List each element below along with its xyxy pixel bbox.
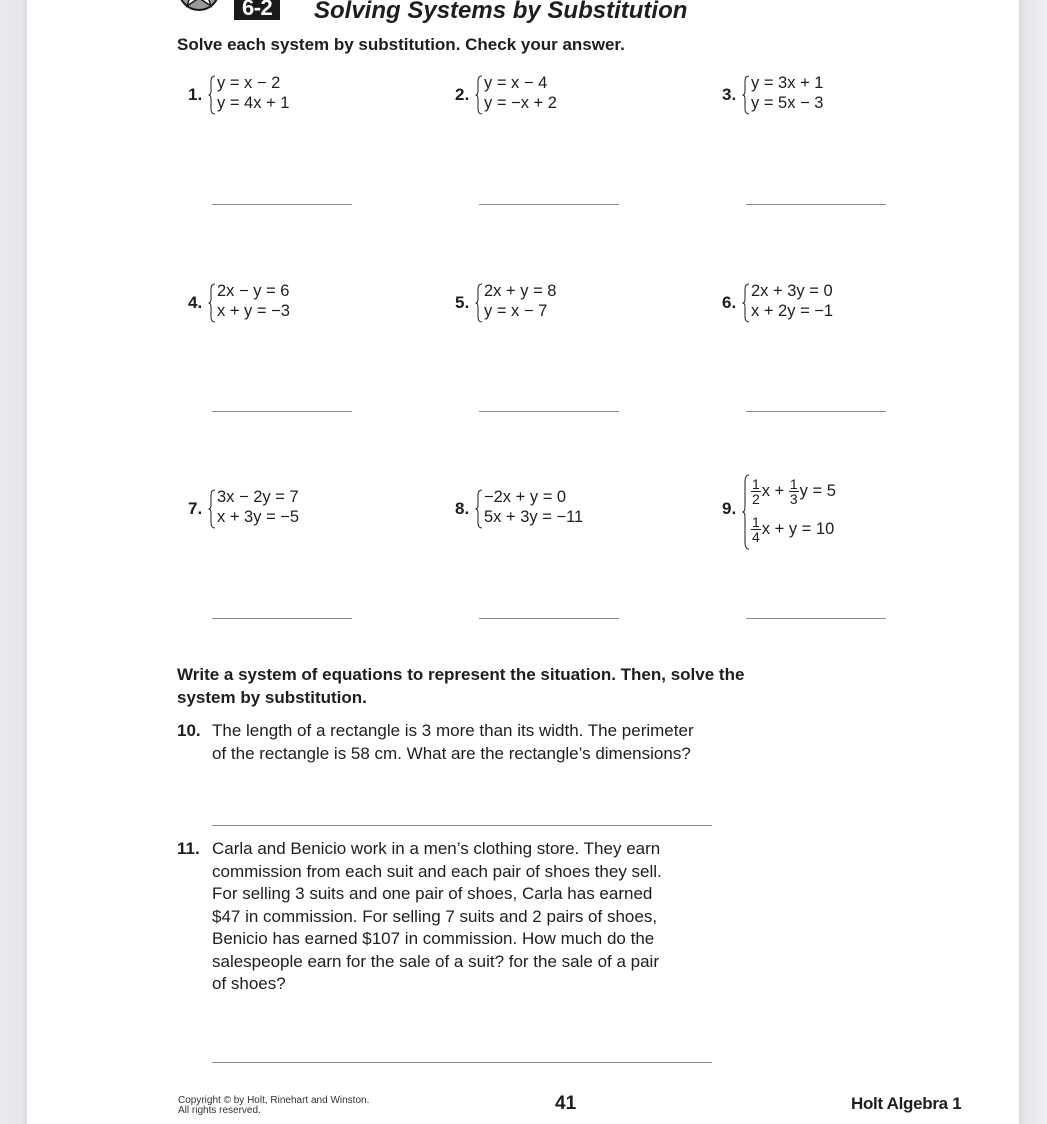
answer-line-7[interactable] [212, 618, 352, 619]
equation-2: x + y = −3 [217, 302, 290, 320]
problem-1 [188, 73, 388, 121]
worksheet-page [27, 0, 1019, 1124]
equation-2: y = 5x − 3 [751, 94, 824, 112]
answer-line-1[interactable] [212, 204, 352, 205]
fraction: $\frac{1}{4}$ [752, 513, 760, 545]
equation-1: y = x − 2 [217, 74, 281, 92]
section-instructions: Write a system of equations to represent the situation. Then, solve the system by substitution. [177, 665, 745, 707]
brace-icon [742, 283, 750, 323]
equation-system [217, 281, 290, 321]
brace-icon [475, 75, 483, 115]
page-number: 41 [555, 1093, 577, 1114]
background-right-scrollbar [1019, 0, 1047, 1124]
equation-1: 3x − 2y = 7 [217, 488, 299, 506]
equation-system [751, 472, 836, 548]
problem-number: 5. [455, 293, 470, 312]
equation-2: y = x − 7 [484, 302, 548, 320]
problem-text-line: of shoes? [212, 974, 286, 993]
equation-system [217, 487, 299, 527]
fraction: $\frac{1}{3}$ [789, 475, 798, 507]
answer-line-10[interactable] [212, 825, 712, 826]
problem-text-line: Carla and Benicio work in a men’s clothing store. They earn [212, 839, 661, 858]
problem-9 [722, 472, 922, 548]
problem-number: 2. [455, 85, 470, 104]
equation-2: x + 3y = −5 [217, 508, 300, 526]
problem-text-line: Benicio has earned $107 in commission. How much do the [212, 929, 655, 948]
answer-line-8[interactable] [479, 618, 619, 619]
problem-number: 11. [177, 839, 200, 858]
equation-system [751, 281, 833, 321]
problem-text-line: salespeople earn for the sale of a suit? for the sale of a pair [212, 951, 659, 971]
problem-number: 7. [188, 499, 203, 518]
copyright-notice: Copyright © by Holt, Rinehart and Winston. All rights reserved. [178, 1095, 370, 1116]
equation-2: y = 4x + 1 [217, 94, 290, 112]
equation-2: $\frac{1}{4}$ x + y = 10 [752, 513, 835, 545]
brace-icon [208, 283, 216, 323]
instructions: Solve each system by substitution. Check your answer. [177, 35, 625, 54]
problem-number: 10. [177, 721, 201, 740]
answer-line-6[interactable] [746, 411, 886, 412]
equation-2: x + 2y = −1 [751, 302, 834, 320]
word-problem-10 [177, 720, 717, 765]
equation-1: 2x − y = 6 [217, 282, 290, 300]
problem-text-line: commission from each suit and each pair of shoes they sell. [212, 861, 662, 881]
problem-text-line: The length of a rectangle is 3 more than its width. The perimeter [212, 721, 694, 740]
lesson-number-badge: 6-2 [234, 0, 280, 20]
equation-1: 2x + y = 8 [484, 282, 557, 300]
answer-line-3[interactable] [746, 204, 886, 205]
problem-2 [455, 73, 655, 121]
equation-2: 5x + 3y = −11 [484, 508, 584, 526]
answer-line-4[interactable] [212, 411, 352, 412]
equation-1: y = 3x + 1 [751, 74, 824, 92]
lesson-logo-icon [177, 0, 221, 18]
background-left [0, 0, 27, 1124]
problem-text-line: For selling 3 suits and one pair of shoes, Carla has earned [212, 884, 653, 903]
brace-icon [742, 75, 750, 115]
fraction: $\frac{1}{2}$ [752, 475, 760, 507]
word-problem-11 [177, 838, 717, 996]
brace-icon [208, 75, 216, 115]
equation-1: −2x + y = 0 [484, 488, 567, 506]
problem-text-line: of the rectangle is 58 cm. What are the rectangle’s dimensions? [212, 743, 691, 763]
problem-number: 6. [722, 293, 737, 312]
problem-number: 4. [188, 293, 203, 312]
equation-2: y = −x + 2 [484, 94, 557, 112]
problem-4 [188, 281, 388, 329]
brace-icon [208, 489, 216, 529]
equation-1: $\frac{1}{2}$ x + $\frac{1}{3}$ y = 5 [752, 475, 836, 507]
answer-line-11[interactable] [212, 1062, 712, 1063]
problem-3 [722, 73, 922, 121]
problem-number: 8. [455, 499, 470, 518]
problem-text-line: $47 in commission. For selling 7 suits and 2 pairs of shoes, [212, 906, 658, 926]
problem-5 [455, 281, 655, 329]
equation-system [484, 487, 583, 527]
brace-icon [475, 489, 483, 529]
answer-line-9[interactable] [746, 618, 886, 619]
equation-1: 2x + 3y = 0 [751, 282, 833, 300]
problem-6 [722, 281, 922, 329]
equation-system [484, 73, 557, 113]
problem-number: 3. [722, 85, 737, 104]
brace-icon [475, 283, 483, 323]
equation-1: y = x − 4 [484, 74, 548, 92]
problem-8 [455, 487, 655, 535]
problem-number: 1. [188, 85, 203, 104]
answer-line-5[interactable] [479, 411, 619, 412]
equation-system [484, 281, 556, 321]
problem-number: 9. [722, 499, 737, 518]
equation-system [751, 73, 823, 113]
book-name: Holt Algebra 1 [851, 1094, 962, 1113]
answer-line-2[interactable] [479, 204, 619, 205]
page-title: Solving Systems by Substitution [314, 0, 688, 24]
equation-system [217, 73, 289, 113]
problem-7 [188, 487, 388, 535]
brace-icon [742, 474, 750, 550]
